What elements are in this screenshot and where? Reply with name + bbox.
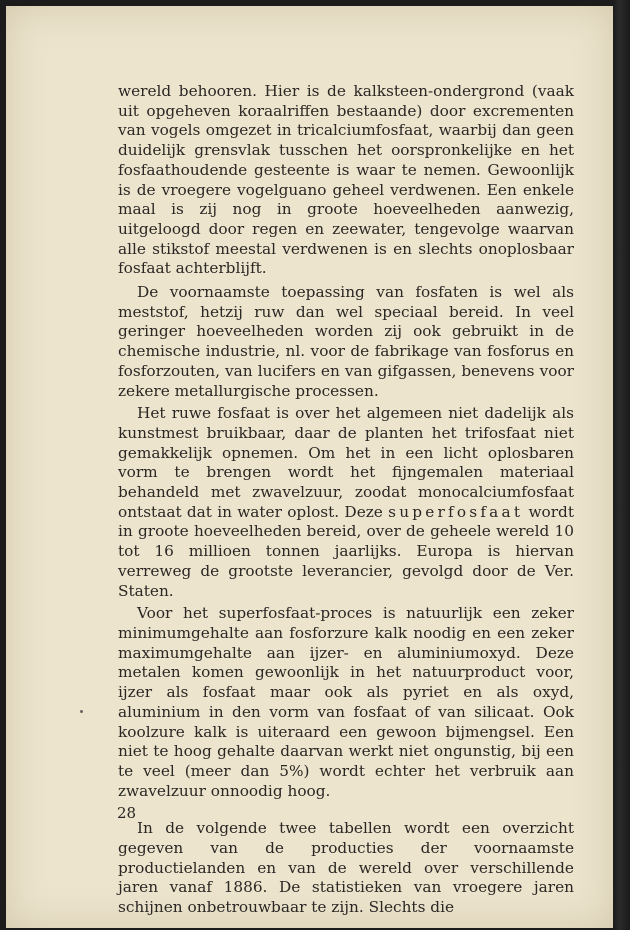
- page-number: 28: [117, 804, 137, 822]
- book-page: [6, 6, 613, 928]
- paragraph-2-text: De voornaamste toepassing van fosfaten is wel als meststof, hetzij ruw dan wel speciaal bereid. In veel geringer hoeveelheden worden zij ook gebruikt in de chemische industrie, nl. voor de fabrikage van fosforus en fosforzouten, van lucifers en van gifgassen, benevens voor zekere metallurgische processen.: [118, 283, 574, 400]
- spaced-term-superfosfaat: superfosfaat: [388, 502, 524, 521]
- paragraph-3-text-b: wordt in groote hoeveelheden bereid, over de geheele wereld 10 tot 16 millioen tonnen jaarlijks. Europa is hiervan verreweg de grootste leverancier, gevolgd door de Ver. Staten.: [118, 502, 574, 600]
- paragraph-2: [118, 283, 574, 401]
- page-text: [118, 82, 574, 918]
- paragraph-1: [118, 82, 574, 279]
- binding-edge: [613, 0, 630, 930]
- paragraph-4-text: Voor het superfosfaat-proces is natuurlijk een zeker minimumgehalte aan fosforzure kalk noodig en een zeker maximumgehalte aan ijzer- en aluminiumoxyd. Deze metalen komen gewoonlijk in het natuurproduct voor, ijzer als fosfaat maar ook als pyriet en als oxyd, aluminium in den vorm van fosfaat of van silicaat. Ook koolzure kalk is uiteraard een gewoon bijmengsel. Een niet te hoog gehalte daarvan werkt niet ongunstig, bij een te veel (meer dan 5%) wordt echter het verbruik aan zwavelzuur onnoodig hoog.: [118, 604, 574, 800]
- paper-speck: [80, 710, 83, 713]
- paragraph-1-text: wereld behooren. Hier is de kalksteen-ondergrond (vaak uit opgeheven koraalriffen bestaande) door excrementen van vogels omgezet in tricalciumfosfaat, waarbij dan geen duidelijk grensvlak tusschen het oorspronkelijke en het fosfaathoudende gesteente is waar te nemen. Gewoonlijk is de vroegere vogelguano geheel verdwenen. Een enkele maal is zij nog in groote hoeveelheden aanwezig, uitgeloogd door regen en zeewater, tengevolge waarvan alle stikstof meestal verdwenen is en slechts onoplosbaar fosfaat achterblijft.: [118, 82, 574, 278]
- paragraph-3-text-a: Het ruwe fosfaat is over het algemeen niet dadelijk als kunstmest bruikbaar, daar de planten het trifosfaat niet gemakkelijk opnemen. Om het in een licht oplosbaren vorm te brengen wordt het fijngemalen materiaal behandeld met zwavelzuur, zoodat monocalciumfosfaat ontstaat dat in water oplost. Deze: [118, 404, 574, 521]
- paragraph-5: [118, 819, 574, 918]
- paragraph-3: [118, 404, 574, 601]
- paragraph-4: [118, 604, 574, 801]
- paragraph-5-text: In de volgende twee tabellen wordt een overzicht gegeven van de producties der voornaamste productielanden en van de wereld over verschillende jaren vanaf 1886. De statistieken van vroegere jaren schijnen onbetrouwbaar te zijn. Slechts die: [118, 819, 574, 917]
